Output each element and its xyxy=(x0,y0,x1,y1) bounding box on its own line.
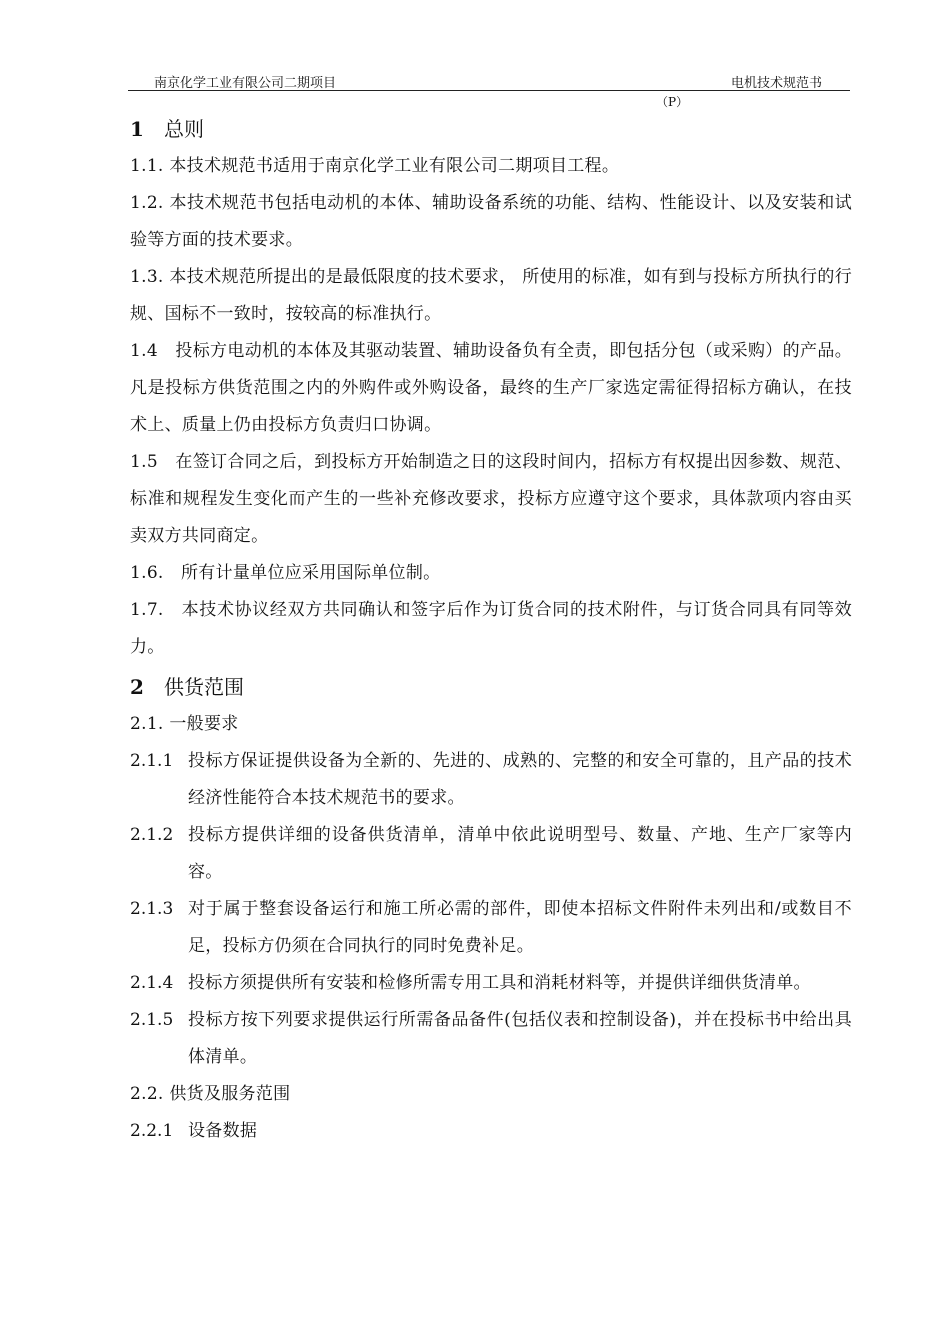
clause-2-1-1 xyxy=(130,743,852,817)
clause-1-5: 1.5 在签订合同之后，到投标方开始制造之日的这段时间内，招标方有权提出因参数、规范、标准和规程发生变化而产生的一些补充修改要求，投标方应遵守这个要求，具体款项内容由买卖双方共同商定。 xyxy=(130,452,852,546)
clause-number: 2.1.5 xyxy=(130,1010,174,1030)
clause-1-2: 1.2. 本技术规范书包括电动机的本体、辅助设备系统的功能、结构、性能设计、以及安装和试验等方面的技术要求。 xyxy=(130,193,852,250)
clause-number: 2.2.1 xyxy=(130,1121,174,1141)
clause-2-1-3 xyxy=(130,891,852,965)
header-document-title: 电机技术规范书 xyxy=(730,76,822,91)
clause-1-1: 1.1. 本技术规范书适用于南京化学工业有限公司二期项目工程。 xyxy=(130,156,620,176)
clause-number: 2.1.1 xyxy=(130,751,174,771)
section-2-heading xyxy=(130,670,852,704)
clause-number: 2.1.4 xyxy=(130,973,174,993)
clause-number: 2.1.2 xyxy=(130,825,174,845)
section-1-title: 总则 xyxy=(164,117,204,141)
clause-1-3: 1.3. 本技术规范所提出的是最低限度的技术要求， 所使用的标准，如有到与投标方所执行的行规、国标不一致时，按较高的标准执行。 xyxy=(130,267,852,324)
clause-text: 投标方提供详细的设备供货清单，清单中依此说明型号、数量、产地、生产厂家等内容。 xyxy=(188,825,852,882)
clause-1-6: 1.6. 所有计量单位应采用国际单位制。 xyxy=(130,563,441,583)
section-2-number: 2 xyxy=(130,675,144,699)
clause-2-1-5 xyxy=(130,1002,852,1076)
clause-text: 对于属于整套设备运行和施工所必需的部件，即使本招标文件附件未列出和/或数目不足，投标方仍须在合同执行的同时免费补足。 xyxy=(188,899,852,956)
clause-number: 2.1.3 xyxy=(130,899,174,919)
clause-2-2-1 xyxy=(130,1113,852,1150)
subsection-2-1-heading: 2.1. 一般要求 xyxy=(130,714,239,734)
clause-text: 投标方保证提供设备为全新的、先进的、成熟的、完整的和安全可靠的，且产品的技术经济性能符合本技术规范书的要求。 xyxy=(188,751,852,808)
subsection-2-2-heading: 2.2. 供货及服务范围 xyxy=(130,1084,291,1104)
page-header xyxy=(128,72,850,91)
clause-1-7: 1.7. 本技术协议经双方共同确认和签字后作为订货合同的技术附件，与订货合同具有同等效力。 xyxy=(130,600,852,657)
section-2-title: 供货范围 xyxy=(164,675,244,699)
clause-2-1-4 xyxy=(130,965,852,1002)
section-1-number: 1 xyxy=(130,117,144,141)
header-project-name: 南京化学工业有限公司二期项目 xyxy=(154,76,337,91)
clause-1-4: 1.4 投标方电动机的本体及其驱动装置、辅助设备负有全责，即包括分包（或采购）的产品。凡是投标方供货范围之内的外购件或外购设备，最终的生产厂家选定需征得招标方确认，在技术上、质量上仍由投标方负责归口协调。 xyxy=(130,341,852,435)
clause-text: 投标方须提供所有安装和检修所需专用工具和消耗材料等，并提供详细供货清单。 xyxy=(188,973,811,993)
clause-text: 设备数据 xyxy=(188,1121,258,1141)
section-1-heading xyxy=(130,112,852,146)
clause-text: 投标方按下列要求提供运行所需备品备件(包括仪表和控制设备)，并在投标书中给出具体清单。 xyxy=(188,1010,852,1067)
document-body xyxy=(130,108,852,1150)
header-revision-mark: （P） xyxy=(656,95,689,109)
clause-2-1-2 xyxy=(130,817,852,891)
